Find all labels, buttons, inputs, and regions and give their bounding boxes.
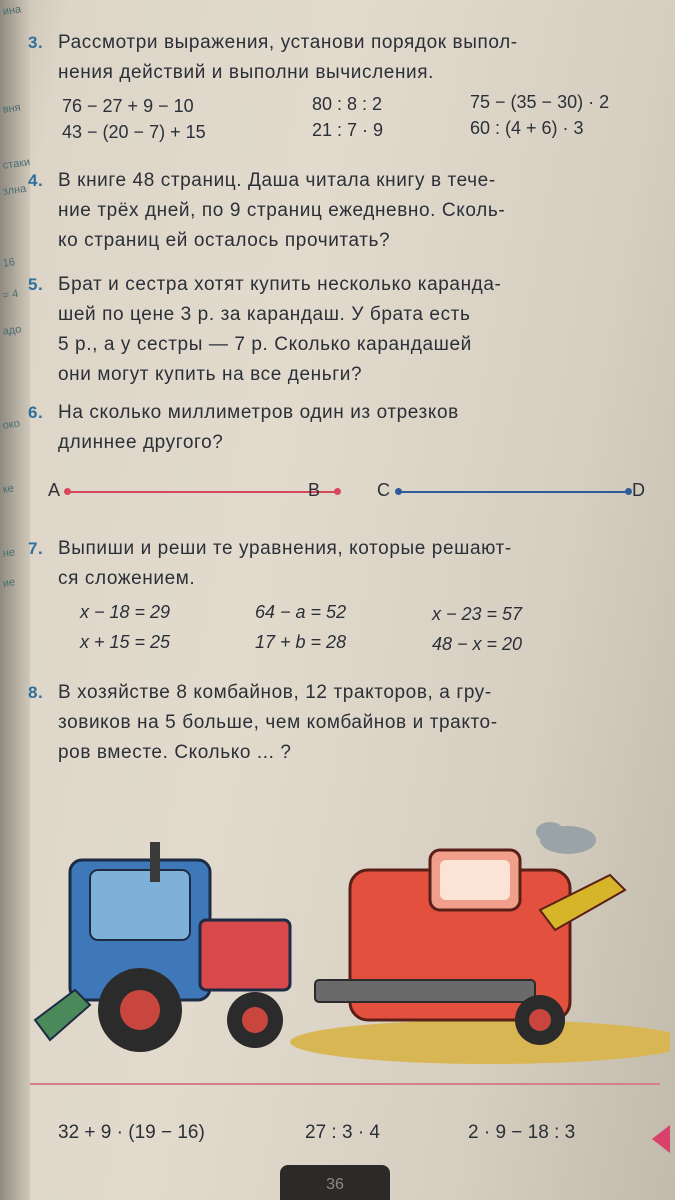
point-b-dot: [334, 488, 341, 495]
equation: x − 18 = 29: [80, 602, 171, 622]
task-text-line: В книге 48 страниц. Даша читала книгу в тече-: [58, 170, 496, 191]
task-text-line: 5 р., а у сестры — 7 р. Сколько карандашей: [58, 334, 472, 355]
segments-figure: [40, 478, 660, 508]
task-number: 3.: [28, 33, 44, 52]
tractor-combine-illustration: [30, 780, 670, 1070]
task-number: 4.: [28, 171, 44, 190]
task-7: [28, 534, 658, 594]
bottom-expression: 32 + 9 · (19 − 16): [58, 1122, 205, 1143]
task-number: 8.: [28, 683, 44, 702]
point-c-label: C: [377, 480, 390, 500]
equation: 48 − x = 20: [432, 634, 523, 654]
point-d-label: D: [632, 480, 645, 500]
task-text-line: ко страниц ей осталось прочитать?: [58, 230, 391, 251]
equation: x + 15 = 25: [80, 632, 171, 652]
task-text-line: Брат и сестра хотят купить несколько каранда-: [58, 274, 502, 295]
expression: 80 : 8 : 2: [312, 94, 383, 114]
bottom-expression: 27 : 3 · 4: [305, 1122, 380, 1143]
task-8: [28, 678, 658, 768]
task-5: [28, 270, 658, 390]
task-text-line: ров вместе. Сколько ... ?: [58, 742, 292, 763]
tractor-icon: [35, 842, 290, 1052]
task-text-line: На сколько миллиметров один из отрезков: [58, 402, 459, 423]
expression: 60 : (4 + 6) · 3: [470, 118, 584, 138]
task-text-line: Рассмотри выражения, установи порядок выпол-: [58, 32, 518, 53]
task-text-line: В хозяйстве 8 комбайнов, 12 тракторов, а гру-: [58, 682, 492, 703]
task-text-line: шей по цене 3 р. за карандаш. У брата есть: [58, 304, 471, 325]
spine-text: ина: [2, 3, 22, 18]
hay-ground: [290, 1020, 670, 1064]
expression: 76 − 27 + 9 − 10: [62, 96, 194, 116]
spine-text: адо: [2, 323, 23, 338]
spine-text: стаки: [2, 156, 31, 172]
task-text-line: нения действий и выполни вычисления.: [58, 62, 435, 83]
segment-ab: [67, 491, 337, 493]
point-b-label: B: [308, 480, 321, 500]
spine-text: око: [2, 417, 21, 432]
expression: 21 : 7 · 9: [312, 120, 384, 140]
page-spine: [0, 0, 30, 1200]
task-text-line: ние трёх дней, по 9 страниц ежедневно. Сколь-: [58, 200, 506, 221]
task-text-line: ся сложением.: [58, 568, 196, 589]
section-divider: [30, 1083, 660, 1085]
page-arrow-icon: [652, 1125, 670, 1153]
task-text-line: зовиков на 5 больше, чем комбайнов и тракто-: [58, 712, 498, 733]
task-text-line: Выпиши и реши те уравнения, которые решают-: [58, 538, 512, 559]
task-text-line: они могут купить на все деньги?: [58, 364, 363, 385]
spine-text: 16: [2, 256, 16, 270]
segment-cd: [398, 491, 628, 493]
bottom-expression: 2 · 9 − 18 : 3: [468, 1122, 576, 1143]
point-d-dot: [625, 488, 632, 495]
spine-text: вня: [2, 101, 22, 116]
page-number: 36: [280, 1165, 390, 1200]
equation: x − 23 = 57: [432, 604, 523, 624]
equation: 17 + b = 28: [255, 632, 347, 652]
task-text-line: длиннее другого?: [58, 432, 224, 453]
expression: 43 − (20 − 7) + 15: [62, 122, 206, 142]
task-number: 6.: [28, 403, 44, 422]
spine-text: не: [2, 546, 16, 560]
point-a-label: A: [48, 480, 61, 500]
equation: 64 − a = 52: [255, 602, 347, 622]
spine-text: ке: [2, 482, 15, 496]
combine-harvester-icon: [315, 822, 625, 1045]
task-6: [28, 398, 658, 458]
task-3: [28, 28, 658, 88]
spine-text: злна: [2, 182, 27, 198]
task-4: [28, 166, 658, 256]
expression: 75 − (35 − 30) · 2: [470, 92, 610, 112]
spine-text: = 4: [2, 287, 20, 302]
task-number: 7.: [28, 539, 44, 558]
spine-text: ие: [2, 576, 16, 590]
task-number: 5.: [28, 275, 44, 294]
